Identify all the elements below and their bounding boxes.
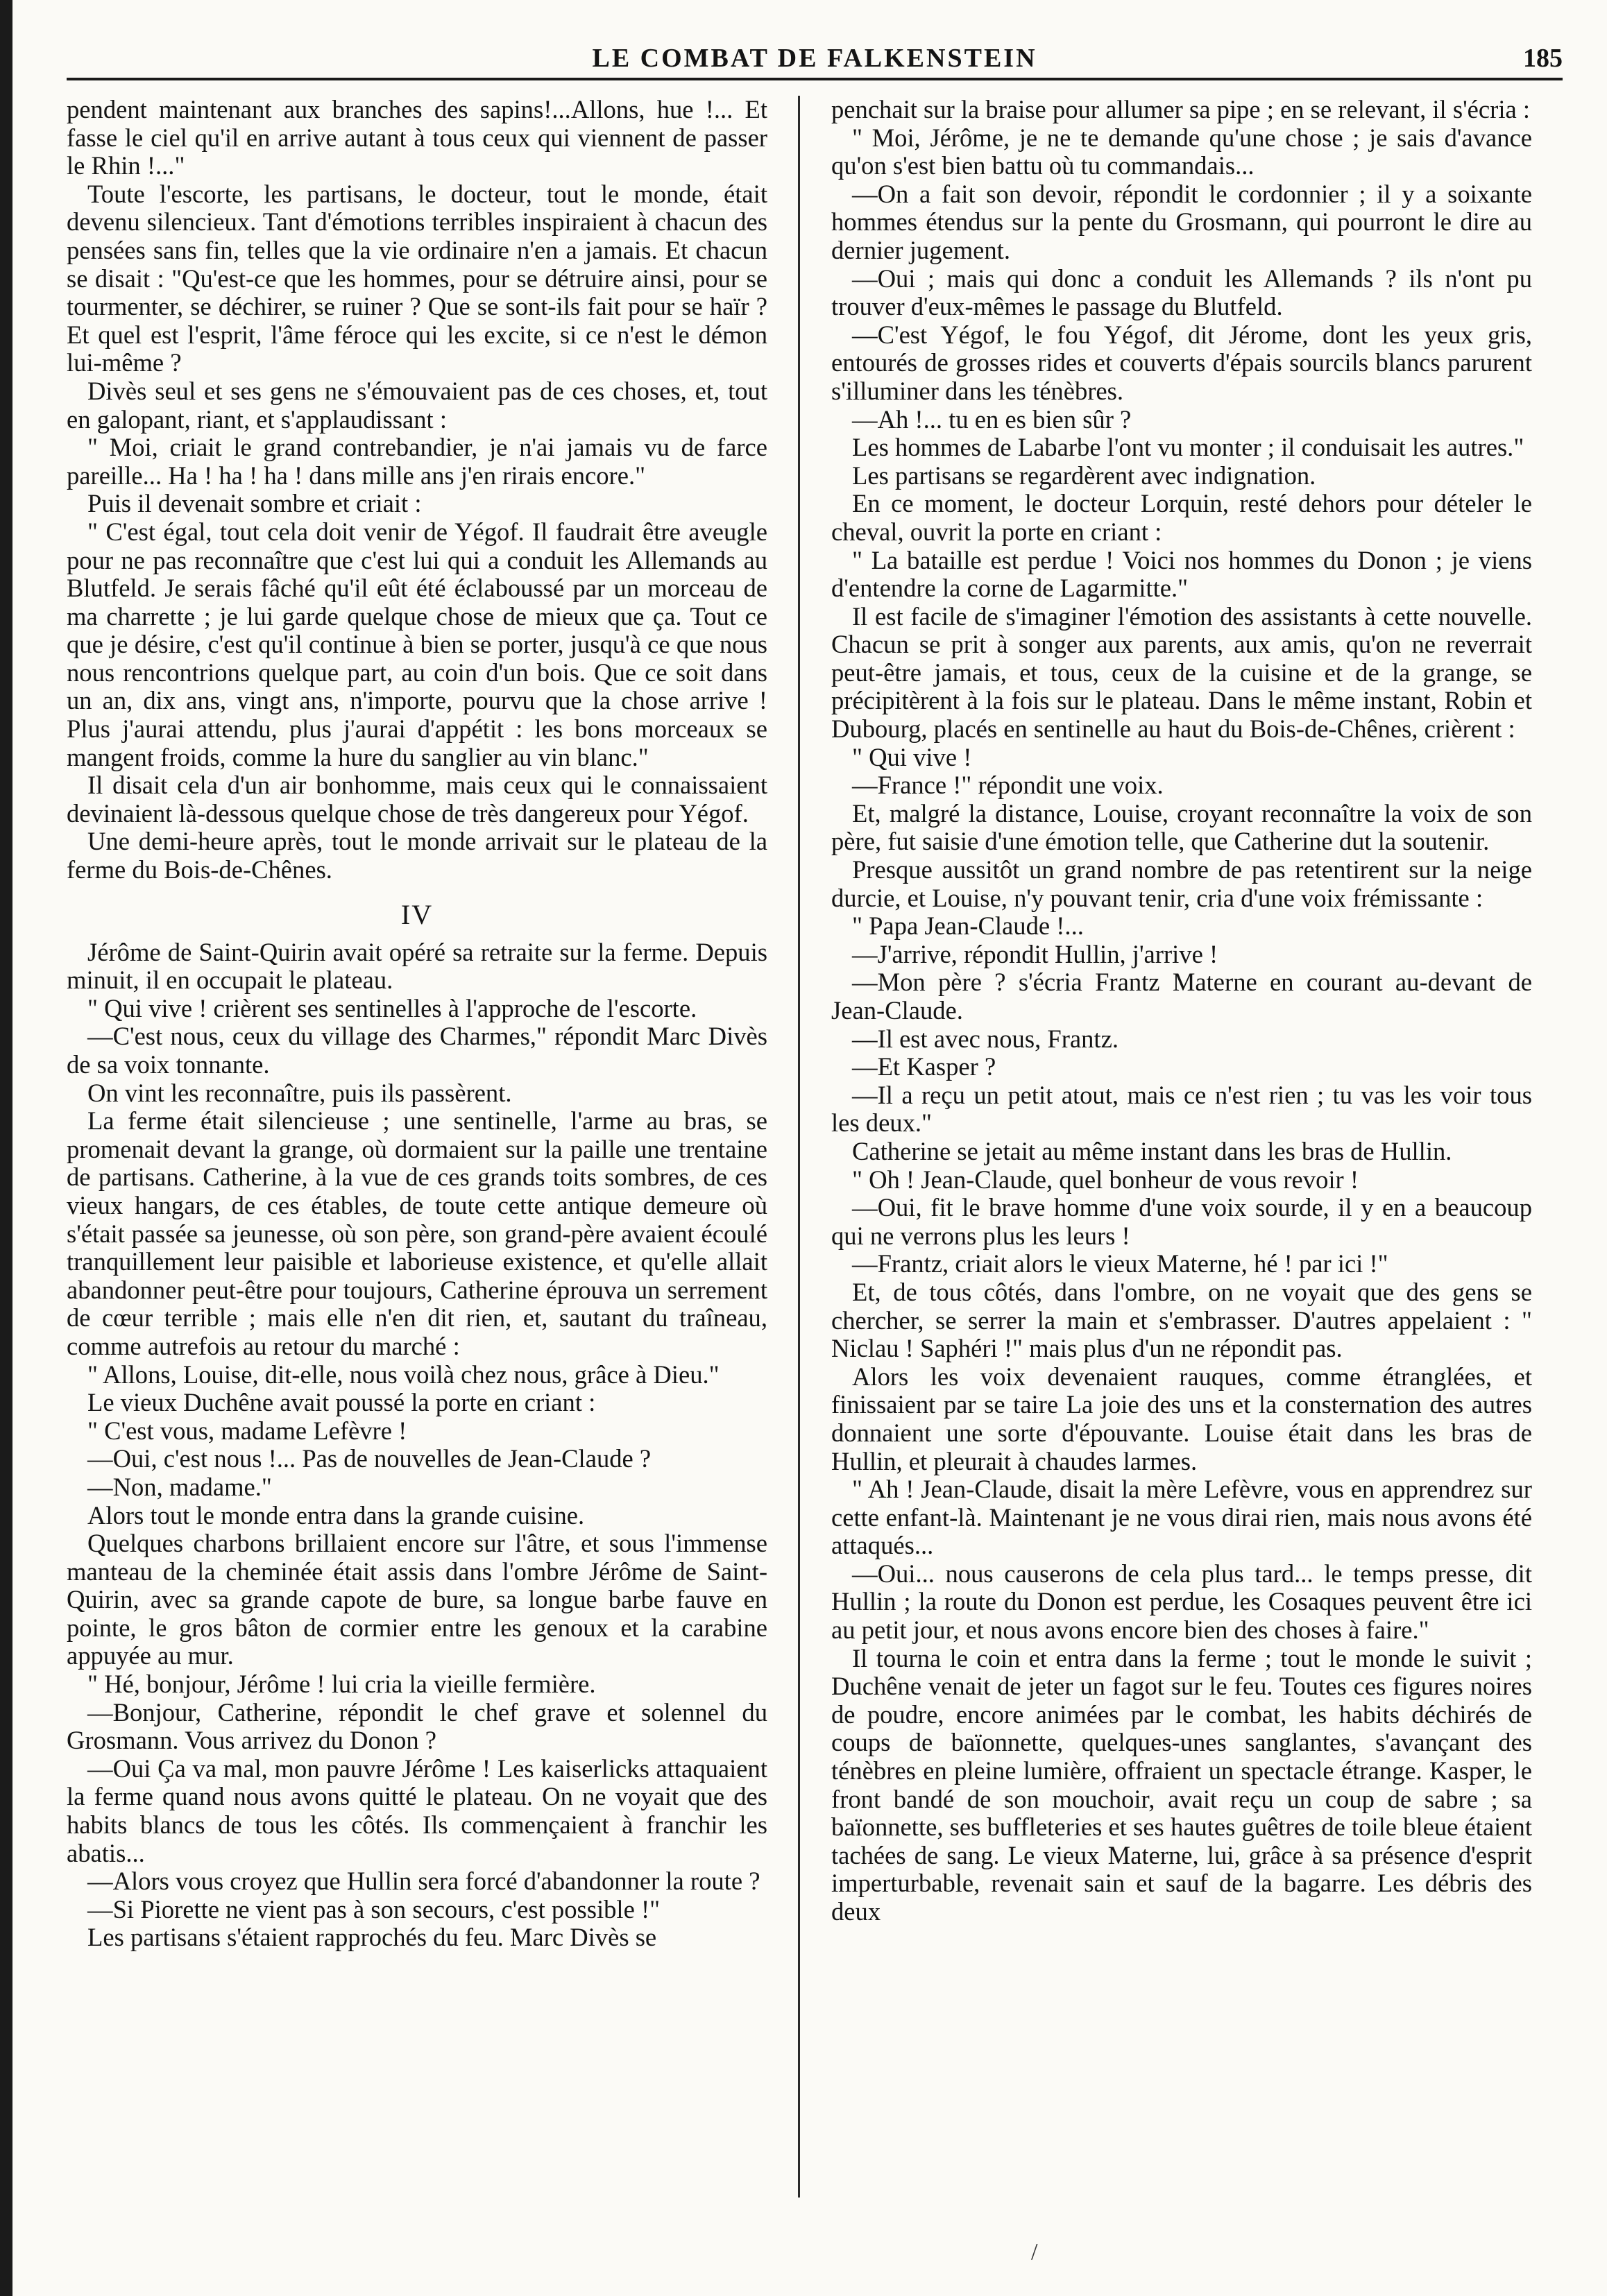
paragraph: —Alors vous croyez que Hullin sera forcé d'abandonner la route ? xyxy=(87,1867,760,1896)
left-paragraphs-before xyxy=(67,96,767,884)
left-column xyxy=(67,96,767,2191)
paragraph: Il est facile de s'imaginer l'émotion des assistants à cette nouvelle. Chacun se prit à songer aux parents, aux amis, qu'on ne reverrait peut-être jamais, et tous, ceux de la cuisine et de la grange, se précipitèrent à la fois sur le plateau. Dans le même instant, Robin et Dubourg, placés en sentinelle au haut du Bois-de-Chênes, crièrent : xyxy=(831,601,1532,744)
paragraph: —C'est Yégof, le fou Yégof, dit Jérome, dont les yeux gris, entourés de grosses rides et couverts d'épais sourcils blancs parurent s'illuminer dans les ténèbres. xyxy=(831,320,1532,405)
paragraph: —Ah !... tu en es bien sûr ? xyxy=(852,404,1132,434)
paragraph: " Hé, bonjour, Jérôme ! lui cria la vieille fermière. xyxy=(87,1670,596,1699)
paragraph: —On a fait son devoir, répondit le cordonnier ; il y a soixante hommes étendus sur la pente du Grosmann, qui pourront le dire au dernier jugement. xyxy=(831,179,1532,264)
paragraph: " Qui vive ! crièrent ses sentinelles à l'approche de l'escorte. xyxy=(87,993,697,1022)
paragraph: En ce moment, le docteur Lorquin, resté dehors pour dételer le cheval, ouvrit la porte en criant : xyxy=(831,489,1532,546)
paragraph: —C'est nous, ceux du village des Charmes," répondit Marc Divès de sa voix tonnante. xyxy=(67,1022,767,1079)
paragraph: —France !" répondit une voix. xyxy=(852,771,1164,800)
left-paragraphs-after xyxy=(67,939,767,1952)
paragraph: Les hommes de Labarbe l'ont vu monter ; il conduisait les autres." xyxy=(852,433,1524,462)
page-header xyxy=(67,42,1563,80)
paragraph: On vint les reconnaître, puis ils passèrent. xyxy=(87,1078,512,1107)
right-column xyxy=(831,96,1532,2191)
paragraph: Divès seul et ses gens ne s'émouvaient pas de ces choses, et, tout en galopant, riant, et s'applaudissant : xyxy=(67,376,767,434)
paragraph: Et, de tous côtés, dans l'ombre, on ne voyait que des gens se chercher, se serrer la main et s'embrasser. D'autres appelaient : " Niclau ! Saphéri !" mais plus d'un ne répondit pas. xyxy=(831,1277,1532,1363)
paragraph: —Oui, c'est nous !... Pas de nouvelles de Jean-Claude ? xyxy=(87,1444,652,1473)
paragraph: Il disait cela d'un air bonhomme, mais ceux qui le connaissaient devinaient là-dessous quelque chose de très dangereux pour Yégof. xyxy=(67,771,767,828)
paragraph: " Allons, Louise, dit-elle, nous voilà chez nous, grâce à Dieu." xyxy=(87,1360,720,1389)
paragraph: Le vieux Duchêne avait poussé la porte en criant : xyxy=(87,1388,596,1417)
paragraph: Les partisans se regardèrent avec indignation. xyxy=(852,461,1316,490)
paragraph: —Bonjour, Catherine, répondit le chef grave et solennel du Grosmann. Vous arrivez du Donon ? xyxy=(67,1697,767,1755)
paragraph: —Non, madame." xyxy=(87,1472,272,1501)
paragraph: —Oui ; mais qui donc a conduit les Allemands ? ils n'ont pu trouver d'eux-mêmes le passage du Blutfeld. xyxy=(831,264,1532,321)
section-heading: IV xyxy=(400,898,434,930)
paragraph: Il tourna le coin et entra dans la ferme ; tout le monde le suivit ; Duchêne venait de jeter un fagot sur le feu. Toutes ces figures noires de poudre, encore animées par le combat, les habits déchirés de coups de baïonnette, quelques-unes sanglantes, s'avançant des ténèbres en pleine lumière, offraient un spectacle étrange. Kasper, le front bandé de son mouchoir, avait reçu un coup de sabre ; sa baïonnette, ses buffleteries et ses hautes guêtres de toile bleue étaient tachées de sang. Le vieux Materne, lui, grâce à sa présence d'esprit imperturbable, revenait sain et sauf de la bagarre. Les débris des deux xyxy=(831,1643,1532,1926)
paragraph: Les partisans s'étaient rapprochés du feu. Marc Divès se xyxy=(87,1923,657,1952)
paragraph: " La bataille est perdue ! Voici nos hommes du Donon ; je viens d'entendre la corne de Lagarmitte." xyxy=(831,545,1532,603)
paragraph: Toute l'escorte, les partisans, le docteur, tout le monde, était devenu silencieux. Tant d'émotions terribles inspiraient à chacun des pensées sans fin, telles que la vie ordinaire n'en a jamais. Et chacun se disait : "Qu'est-ce que les hommes, pour se détruire ainsi, pour se tourmenter, se déchirer, se ruiner ? Que se sont-ils fait pour se haïr ? Et quel est l'esprit, l'âme féroce qui les excite, si ce n'est le démon lui-même ? xyxy=(67,179,767,377)
right-paragraphs xyxy=(831,96,1532,1926)
paragraph: —Oui, fit le brave homme d'une voix sourde, il y en a beaucoup qui ne verrons plus les leurs ! xyxy=(831,1193,1532,1250)
paragraph: Une demi-heure après, tout le monde arrivait sur le plateau de la ferme du Bois-de-Chênes. xyxy=(67,827,767,884)
paragraph: —Si Piorette ne vient pas à son secours, c'est possible !" xyxy=(87,1894,661,1924)
paragraph: " C'est vous, madame Lefèvre ! xyxy=(87,1416,407,1445)
paragraph: pendent maintenant aux branches des sapins!...Allons, hue !... Et fasse le ciel qu'il en arrive autant à tous ceux qui viennent de passer le Rhin !..." xyxy=(67,96,767,180)
paragraph: Et, malgré la distance, Louise, croyant reconnaître la voix de son père, fut saisie d'une émotion telle, que Catherine dut la soutenir. xyxy=(831,798,1532,856)
paragraph: —Mon père ? s'écria Frantz Materne en courant au-devant de Jean-Claude. xyxy=(831,968,1532,1025)
running-title: LE COMBAT DE FALKENSTEIN xyxy=(592,44,1037,73)
paragraph: penchait sur la braise pour allumer sa pipe ; en se relevant, il s'écria : xyxy=(831,96,1531,123)
paragraph: " Qui vive ! xyxy=(852,742,972,771)
paragraph: " Papa Jean-Claude !... xyxy=(852,911,1084,941)
paragraph: —Frantz, criait alors le vieux Materne, hé ! par ici !" xyxy=(852,1249,1388,1278)
paragraph: Alors tout le monde entra dans la grande cuisine. xyxy=(87,1500,585,1530)
paragraph: Puis il devenait sombre et criait : xyxy=(87,489,422,518)
paragraph: " Moi, Jérôme, je ne te demande qu'une chose ; je sais d'avance qu'on s'est bien battu où tu commandais... xyxy=(831,123,1532,180)
paragraph: La ferme était silencieuse ; une sentinelle, l'arme au bras, se promenait devant la grange, où dormaient sur la paille une trentaine de partisans. Catherine, à la vue de ces grands toits sombres, de ces vieux hangars, de ces étables, de toute cette antique demeure où s'était passée sa jeunesse, où son père, son grand-père avaient écoulé tranquillement leur paisible et laborieuse existence, et qu'elle allait abandonner peut-être pour toujours, Catherine éprouva un serrement de cœur terrible ; mais elle n'en dit rien, et, sautant du traîneau, comme autrefois au retour du marché : xyxy=(67,1106,767,1360)
paragraph: " Oh ! Jean-Claude, quel bonheur de vous revoir ! xyxy=(852,1165,1359,1194)
paragraph: —J'arrive, répondit Hullin, j'arrive ! xyxy=(852,939,1218,968)
paragraph: " Ah ! Jean-Claude, disait la mère Lefèvre, vous en apprendrez sur cette enfant-là. Maintenant je ne vous dirai rien, mais nous avons été attaqués... xyxy=(831,1475,1532,1560)
paragraph: " C'est égal, tout cela doit venir de Yégof. Il faudrait être aveugle pour ne pas reconnaître que c'est lui qui a conduit les Allemands au Blutfeld. Je serais fâché qu'il eût été éclaboussé par un morceau de ma charrette ; je lui garde quelque chose de mieux que ça. Tout ce que je désire, c'est qu'il continue à bien se porter, jusqu'à ce que nous nous rencontrions quelque part, au coin d'un bois. Que ce soit dans un an, dix ans, vingt ans, n'importe, pourvu que la chose arrive ! Plus j'aurai attendu, plus j'aurai d'appétit : les bons morceaux se mangent froids, comme la hure du sanglier au vin blanc." xyxy=(67,517,767,771)
paragraph: Catherine se jetait au même instant dans les bras de Hullin. xyxy=(852,1136,1452,1165)
paragraph: —Il a reçu un petit atout, mais ce n'est rien ; tu vas les voir tous les deux." xyxy=(831,1080,1532,1138)
paragraph: " Moi, criait le grand contrebandier, je n'ai jamais vu de farce pareille... Ha ! ha ! ha ! dans mille ans j'en rirais encore." xyxy=(67,433,767,490)
footer-mark: / xyxy=(1031,2239,1038,2265)
paragraph: Alors les voix devenaient rauques, comme étranglées, et finissaient par se taire La joie des uns et la consternation des autres donnaient une sorte d'épouvante. Louise était dans les bras de Hullin, et pleurait à chaudes larmes. xyxy=(831,1362,1532,1475)
paragraph: Presque aussitôt un grand nombre de pas retentirent sur la neige durcie, et Louise, n'y pouvant tenir, cria d'une voix frémissante : xyxy=(831,855,1532,912)
paragraph: —Il est avec nous, Frantz. xyxy=(852,1024,1119,1053)
paragraph: Quelques charbons brillaient encore sur l'âtre, et sous l'immense manteau de la cheminée était assis dans l'ombre Jérôme de Saint-Quirin, avec sa grande capote de bure, sa longue barbe fauve en pointe, le gros bâton de cormier entre les genoux et la carabine appuyée au mur. xyxy=(67,1529,767,1670)
paragraph: —Oui Ça va mal, mon pauvre Jérôme ! Les kaiserlicks attaquaient la ferme quand nous avons quitté le plateau. On ne voyait que des habits blancs de tous les côtés. Ils commençaient à franchir les abatis... xyxy=(67,1754,767,1867)
page-number: 185 xyxy=(1523,44,1563,73)
paragraph: —Oui... nous causerons de cela plus tard... le temps presse, dit Hullin ; la route du Donon est perdue, les Cosaques peuvent être ici au petit jour, et nous avons encore bien des choses à faire." xyxy=(831,1559,1532,1645)
paragraph: Jérôme de Saint-Quirin avait opéré sa retraite sur la ferme. Depuis minuit, il en occupait le plateau. xyxy=(67,937,767,995)
paragraph: —Et Kasper ? xyxy=(852,1052,996,1081)
book-spine-edge xyxy=(0,0,12,2296)
column-divider xyxy=(798,96,800,2198)
